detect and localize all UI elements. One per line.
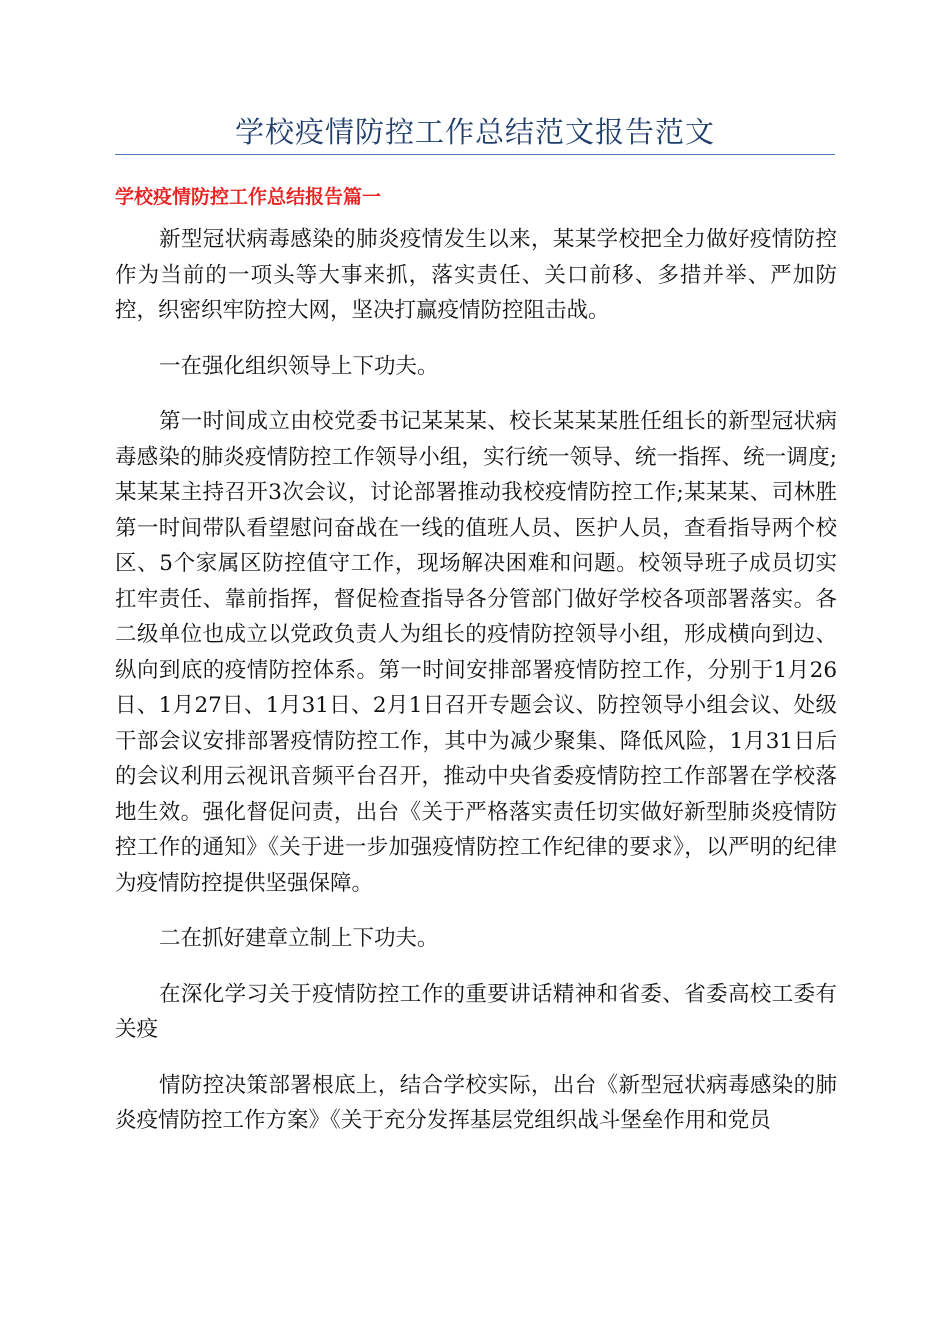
paragraph-intro: 新型冠状病毒感染的肺炎疫情发生以来，某某学校把全力做好疫情防控作为当前的一项头等大事来抓，落实责任、关口前移、多措并举、严加防控，织密织牢防控大网，坚决打赢疫情防控阻击战。 [115, 227, 837, 323]
paragraph-point-two: 二在抓好建章立制上下功夫。 [159, 926, 439, 951]
paragraph-organization: 第一时间成立由校党委书记某某某、校长某某某胜任组长的新型冠状病毒感染的肺炎疫情防控工作领导小组，实行统一领导、统一指挥、统一调度;某某某主持召开3次会议，讨论部署推动我校疫情防控工作;某某某、司林胜第一时间带队看望慰问奋战在一线的值班人员、医护人员，查看指导两个校区、5个家属区防控值守工作，现场解决困难和问题。校领导班子成员切实扛牢责任、靠前指挥，督促检查指导各分管部门做好学校各项部署落实。各二级单位也成立以党政负责人为组长的疫情防控领导小组，形成横向到边、纵向到底的疫情防控体系。第一时间安排部署疫情防控工作，分别于1月26日、1月27日、1月31日、2月1日召开专题会议、防控领导小组会议、处级干部会议安排部署疫情防控工作，其中为减少聚集、降低风险，1月31日后的会议利用云视讯音频平台召开，推动中央省委疫情防控工作部署在学校落地生效。强化督促问责，出台《关于严格落实责任切实做好新型肺炎疫情防控工作的通知》《关于进一步加强疫情防控工作纪律的要求》，以严明的纪律为疫情防控提供坚强保障。 [115, 409, 837, 896]
paragraph-measures: 情防控决策部署根底上，结合学校实际，出台《新型冠状病毒感染的肺炎疫情防控工作方案》《关于充分发挥基层党组织战斗堡垒作用和党员 [115, 1072, 837, 1133]
title-underline [115, 154, 835, 155]
section-heading: 学校疫情防控工作总结报告篇一 [115, 186, 382, 208]
document-title: 学校疫情防控工作总结范文报告范文 [234, 115, 715, 149]
document-body [115, 222, 837, 1159]
paragraph-study: 在深化学习关于疫情防控工作的重要讲话精神和省委、省委高校工委有关疫 [115, 981, 837, 1042]
paragraph-point-one: 一在强化组织领导上下功夫。 [159, 353, 439, 379]
